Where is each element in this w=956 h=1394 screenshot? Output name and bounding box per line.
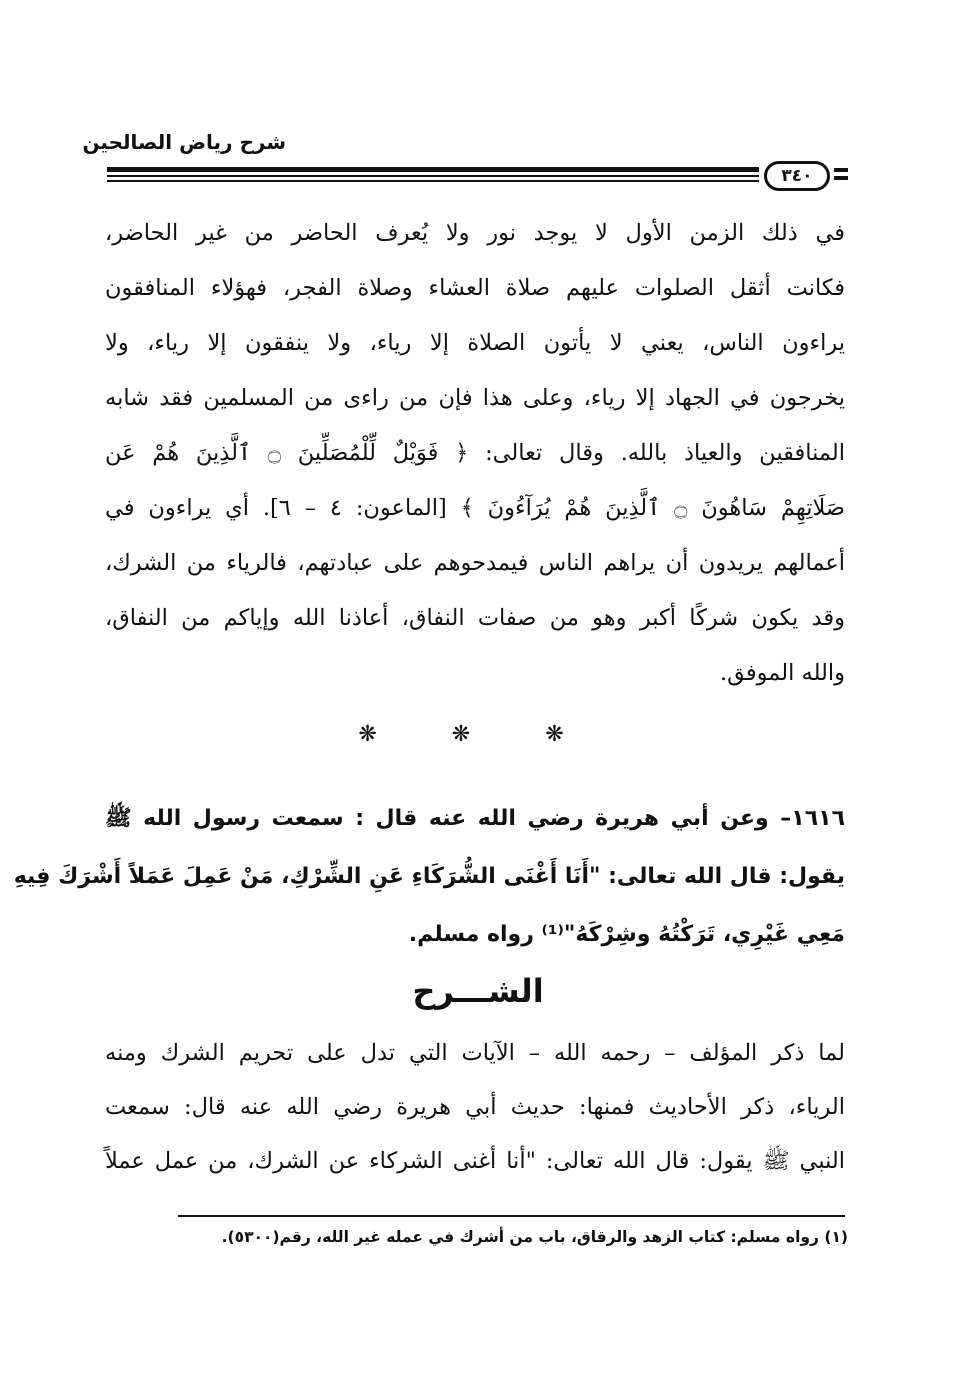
- page-number-ornament: [834, 168, 848, 184]
- text-line: أعمالهم يريدون أن يراهم الناس فيمدحوهم على عبادتهم، فالرياء من الشرك،: [105, 550, 845, 576]
- text-line: النبي ﷺ يقول: قال الله تعالى: "أنا أغنى الشركاء عن الشرك، من عمل عملاً: [105, 1148, 845, 1174]
- text-line: يراءون الناس، يعني لا يأتون الصلاة إلا رياء، ولا ينفقون إلا رياء، ولا: [105, 330, 845, 356]
- section-separator: ❋ ❋ ❋: [358, 722, 598, 747]
- text-line: يقول: قال الله تعالى: "أَنَا أَغْنَى الشُّرَكَاءِ عَنِ الشِّرْكِ، مَنْ عَمِلَ عَمَلاً أَشْرَكَ فِيهِ: [13, 864, 845, 889]
- text-line: المنافقين والعياذ بالله. وقال تعالى: ﴿ فَوَيْلٌ لِّلْمُصَلِّينَ ۝ ٱلَّذِينَ هُمْ عَن: [105, 440, 846, 466]
- text-line: فكانت أثقل الصلوات عليهم صلاة العشاء وصلاة الفجر، فهؤلاء المنافقون: [105, 275, 845, 301]
- text-line: ١٦١٦– وعن أبي هريرة رضي الله عنه قال : سمعت رسول الله ﷺ: [105, 806, 845, 831]
- section-title: الشـــرح: [412, 972, 544, 1010]
- paragraph-2: [105, 1026, 845, 1188]
- text-line: وقد يكون شركًا أكبر وهو من صفات النفاق، أعاذنا الله وإياكم من النفاق،: [105, 605, 845, 631]
- text-line: في ذلك الزمن الأول لا يوجد نور ولا يُعرف الحاضر من غير الحاضر،: [105, 220, 845, 246]
- text-line: والله الموفق.: [719, 660, 845, 686]
- hadith-text: [13, 790, 845, 964]
- text-line: الرياء، ذكر الأحاديث فمنها: حديث أبي هريرة رضي الله عنه قال: سمعت: [105, 1094, 845, 1120]
- text-line: يخرجون في الجهاد إلا رياء، وعلى هذا فإن من راءى من المسلمين فقد شابه: [105, 385, 845, 411]
- header-rule: [107, 167, 759, 185]
- text-line: لما ذكر المؤلف – رحمه الله – الآيات التي تدل على تحريم الشرك ومنه: [105, 1040, 845, 1066]
- text-line: صَلَاتِهِمْ سَاهُونَ ۝ ٱلَّذِينَ هُمْ يُرَآءُونَ ﴾ [الماعون: ٤ – ٦]. أي يراءون في: [105, 495, 845, 521]
- paragraph-1: [105, 206, 845, 701]
- text-line: مَعِي غَيْرِي، تَرَكْتُهُ وشِرْكَهُ"⁽¹⁾ رواه مسلم.: [408, 922, 845, 947]
- footnote-rule: [178, 1215, 845, 1217]
- page-number: ٣٤٠: [764, 161, 830, 191]
- footnote: (١) رواه مسلم: كتاب الزهد والرقاق، باب من أشرك في عمله غير الله، رقم(٥٣٠٠).: [221, 1228, 848, 1246]
- book-title: شرح رياض الصالحين: [82, 130, 286, 154]
